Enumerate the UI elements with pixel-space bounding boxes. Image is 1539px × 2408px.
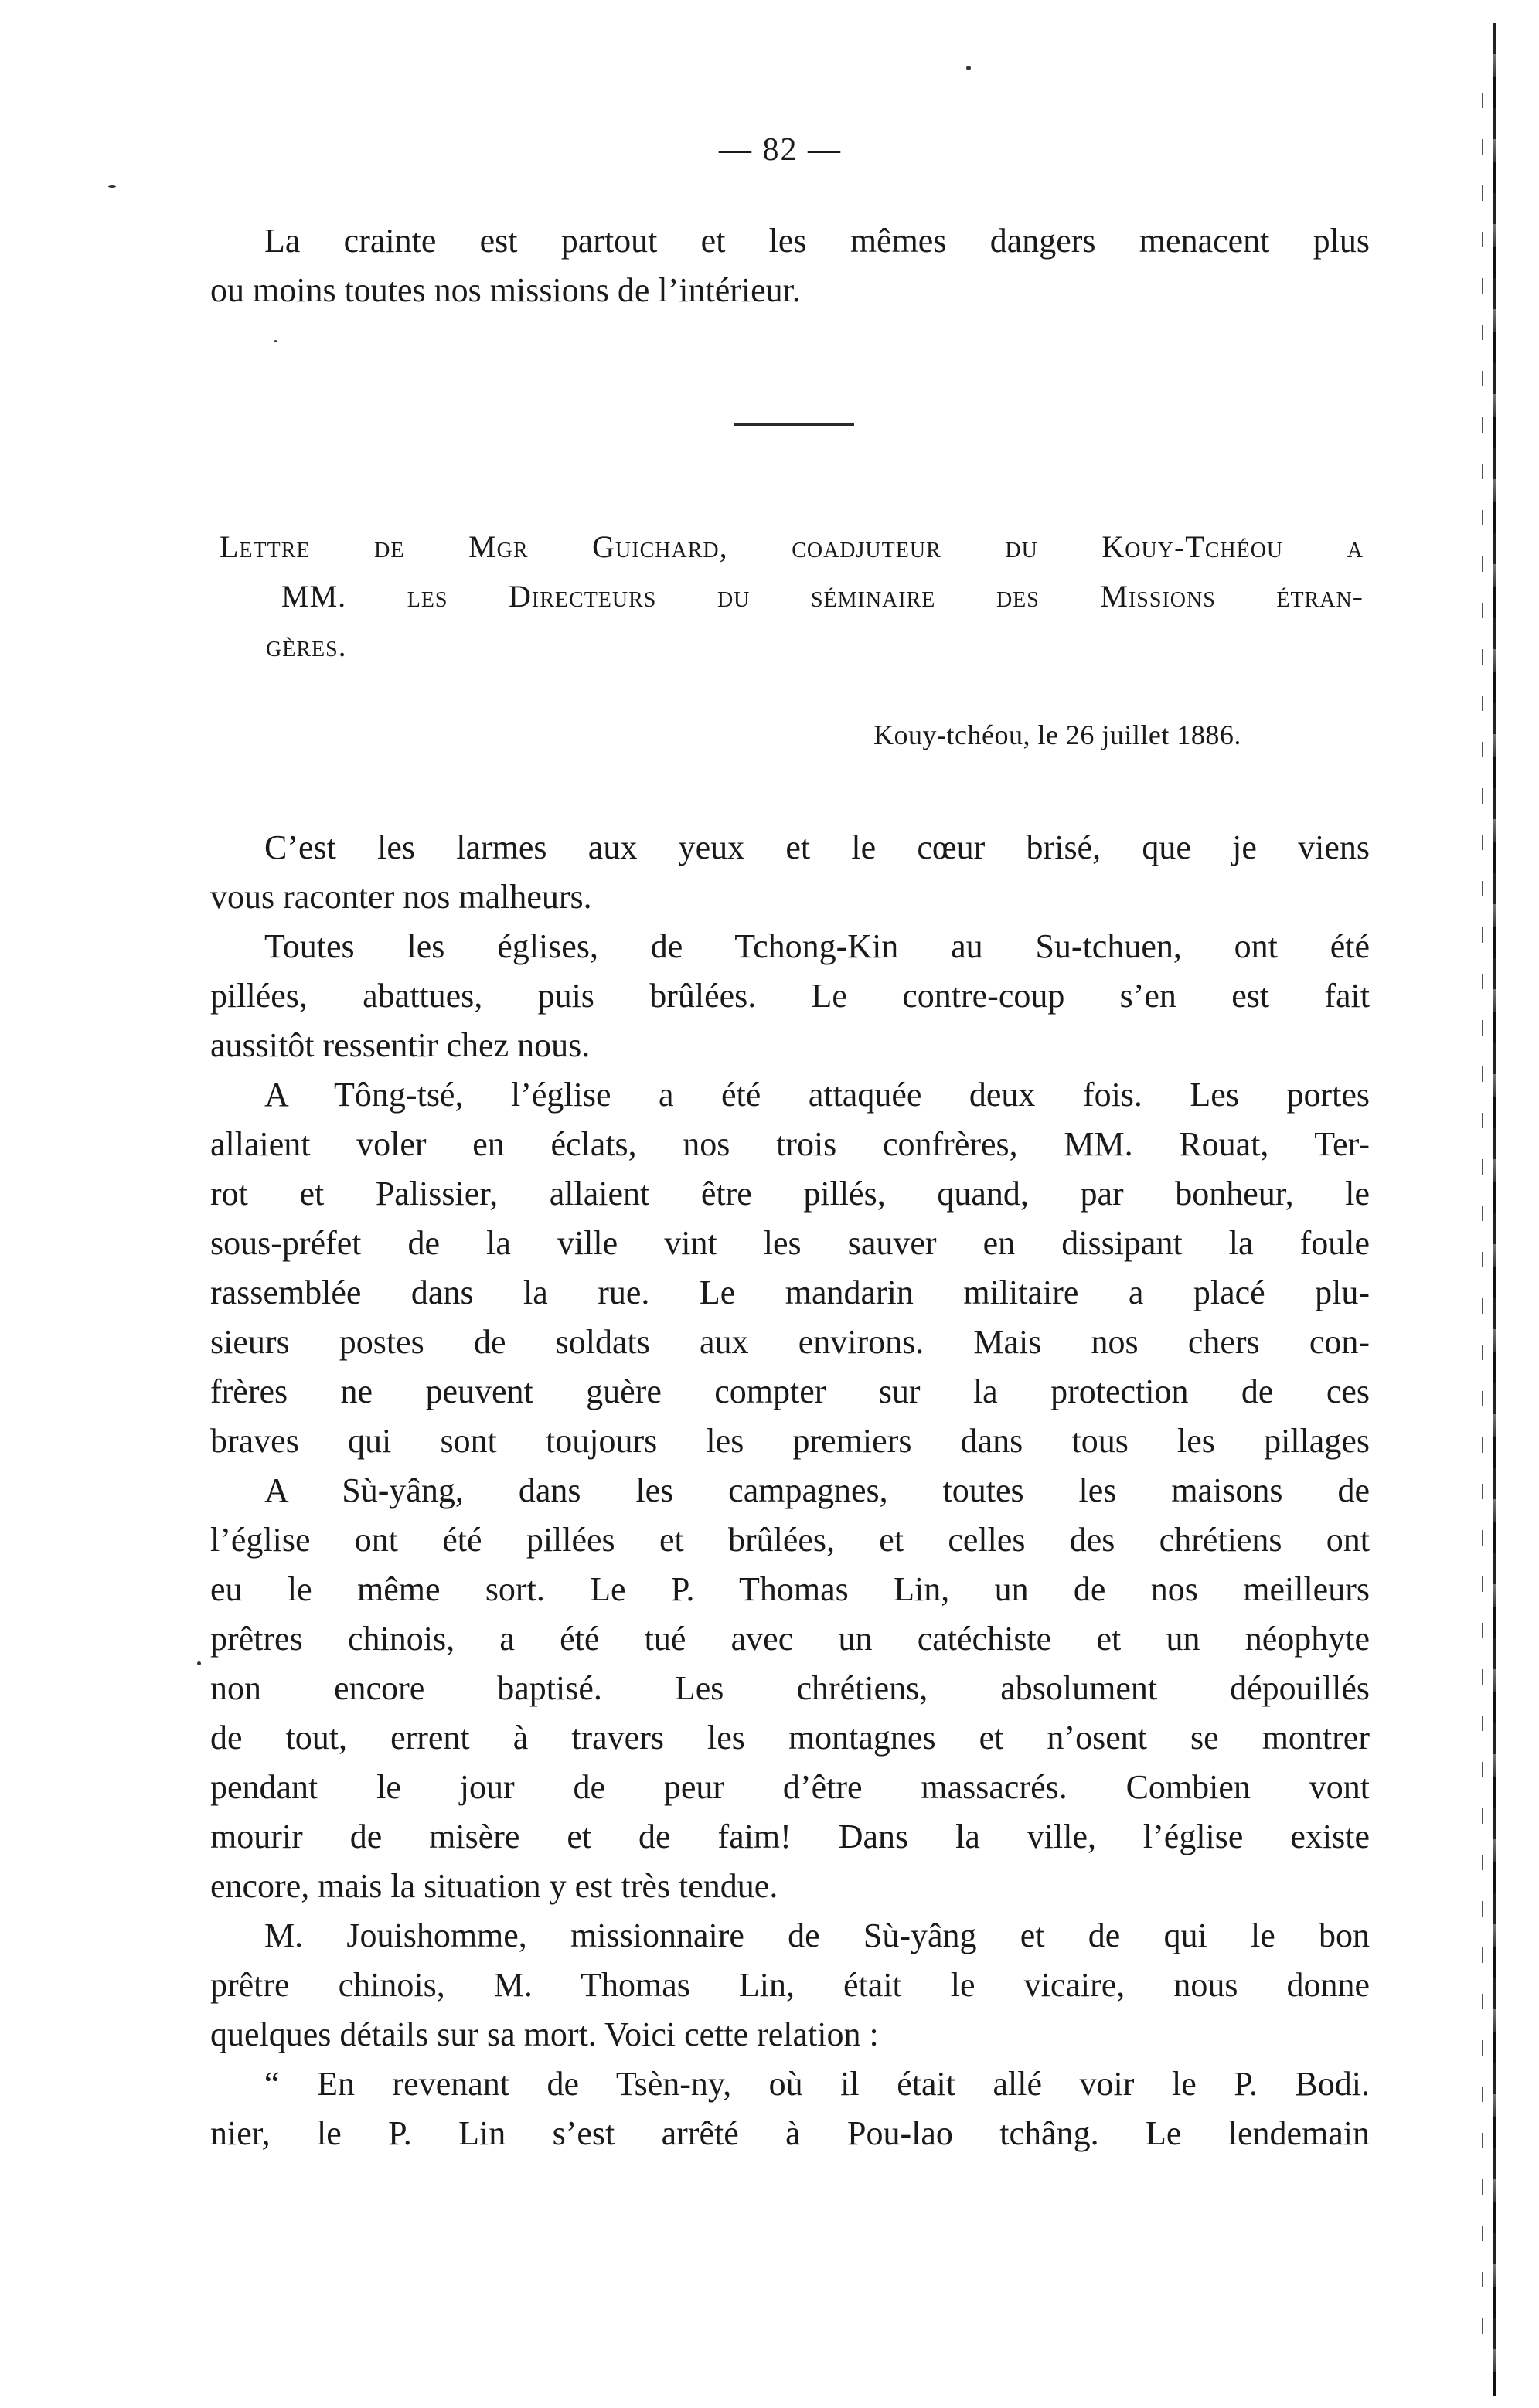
- text-line: A Sù-yâng, dans les campagnes, toutes les maisons de: [264, 1471, 1370, 1509]
- text-line: prêtres chinois, a été tué avec un catéchiste et un néophyte: [210, 1620, 1370, 1658]
- scan-speck: [108, 185, 116, 188]
- text-line: C’est les larmes aux yeux et le cœur brisé, que je viens: [264, 828, 1370, 866]
- scan-speck: [966, 66, 971, 70]
- text-line: Toutes les églises, de Tchong-Kin au Su-tchuen, ont été: [264, 927, 1370, 965]
- heading-line: gères.: [266, 628, 347, 663]
- section-divider: [734, 423, 854, 426]
- text-line: La crainte est partout et les mêmes dangers menacent plus: [264, 222, 1370, 260]
- scan-speck: [197, 1661, 201, 1665]
- text-line: M. Jouishomme, missionnaire de Sù-yâng et de qui le bon: [264, 1917, 1370, 1954]
- letter-dateline: Kouy-tchéou, le 26 juillet 1886.: [873, 719, 1241, 750]
- text-line: prêtre chinois, M. Thomas Lin, était le vicaire, nous donne: [210, 1966, 1370, 2004]
- text-line: encore, mais la situation y est très tendue.: [210, 1867, 778, 1905]
- text-line: “ En revenant de Tsèn-ny, où il était allé voir le P. Bodi.: [264, 2065, 1370, 2103]
- heading-line: MM. les Directeurs du séminaire des Missions étran-: [281, 579, 1364, 614]
- text-line: pendant le jour de peur d’être massacrés. Combien vont: [210, 1768, 1370, 1806]
- text-line: non encore baptisé. Les chrétiens, absolument dépouillés: [210, 1669, 1370, 1707]
- text-line: braves qui sont toujours les premiers dans tous les pillages: [210, 1422, 1370, 1460]
- text-line: rot et Palissier, allaient être pillés, quand, par bonheur, le: [210, 1175, 1370, 1213]
- text-line: rassemblée dans la rue. Le mandarin militaire a placé plu-: [210, 1274, 1370, 1311]
- text-line: frères ne peuvent guère compter sur la protection de ces: [210, 1372, 1370, 1410]
- heading-line: Lettre de Mgr Guichard, coadjuteur du Kouy-Tchéou a: [220, 529, 1364, 564]
- intro-paragraph: [210, 216, 1370, 315]
- text-line: sieurs postes de soldats aux environs. Mais nos chers con-: [210, 1323, 1370, 1361]
- text-line: vous raconter nos malheurs.: [210, 878, 592, 916]
- text-line: mourir de misère et de faim! Dans la ville, l’église existe: [210, 1818, 1370, 1855]
- text-line: de tout, errent à travers les montagnes et n’osent se montrer: [210, 1719, 1370, 1757]
- letter-heading: [220, 522, 1364, 671]
- scan-edge-artifact: [1482, 93, 1483, 2334]
- text-line: eu le même sort. Le P. Thomas Lin, un de nos meilleurs: [210, 1570, 1370, 1608]
- text-line: sous-préfet de la ville vint les sauver en dissipant la foule: [210, 1224, 1370, 1262]
- scan-speck: [274, 340, 277, 342]
- text-line: quelques détails sur sa mort. Voici cette relation :: [210, 2015, 879, 2053]
- text-line: ou moins toutes nos missions de l’intérieur.: [210, 271, 801, 309]
- text-line: nier, le P. Lin s’est arrêté à Pou-lao tchâng. Le lendemain: [210, 2114, 1370, 2152]
- text-line: pillées, abattues, puis brûlées. Le contre-coup s’en est fait: [210, 977, 1370, 1015]
- text-line: A Tông-tsé, l’église a été attaquée deux fois. Les portes: [264, 1076, 1370, 1114]
- scan-edge-artifact: [1493, 23, 1496, 2396]
- text-line: allaient voler en éclats, nos trois confrères, MM. Rouat, Ter-: [210, 1125, 1370, 1163]
- text-line: l’église ont été pillées et brûlées, et celles des chrétiens ont: [210, 1521, 1370, 1559]
- page-number: — 82 —: [719, 132, 842, 168]
- letter-body: [210, 823, 1370, 2158]
- text-line: aussitôt ressentir chez nous.: [210, 1026, 591, 1064]
